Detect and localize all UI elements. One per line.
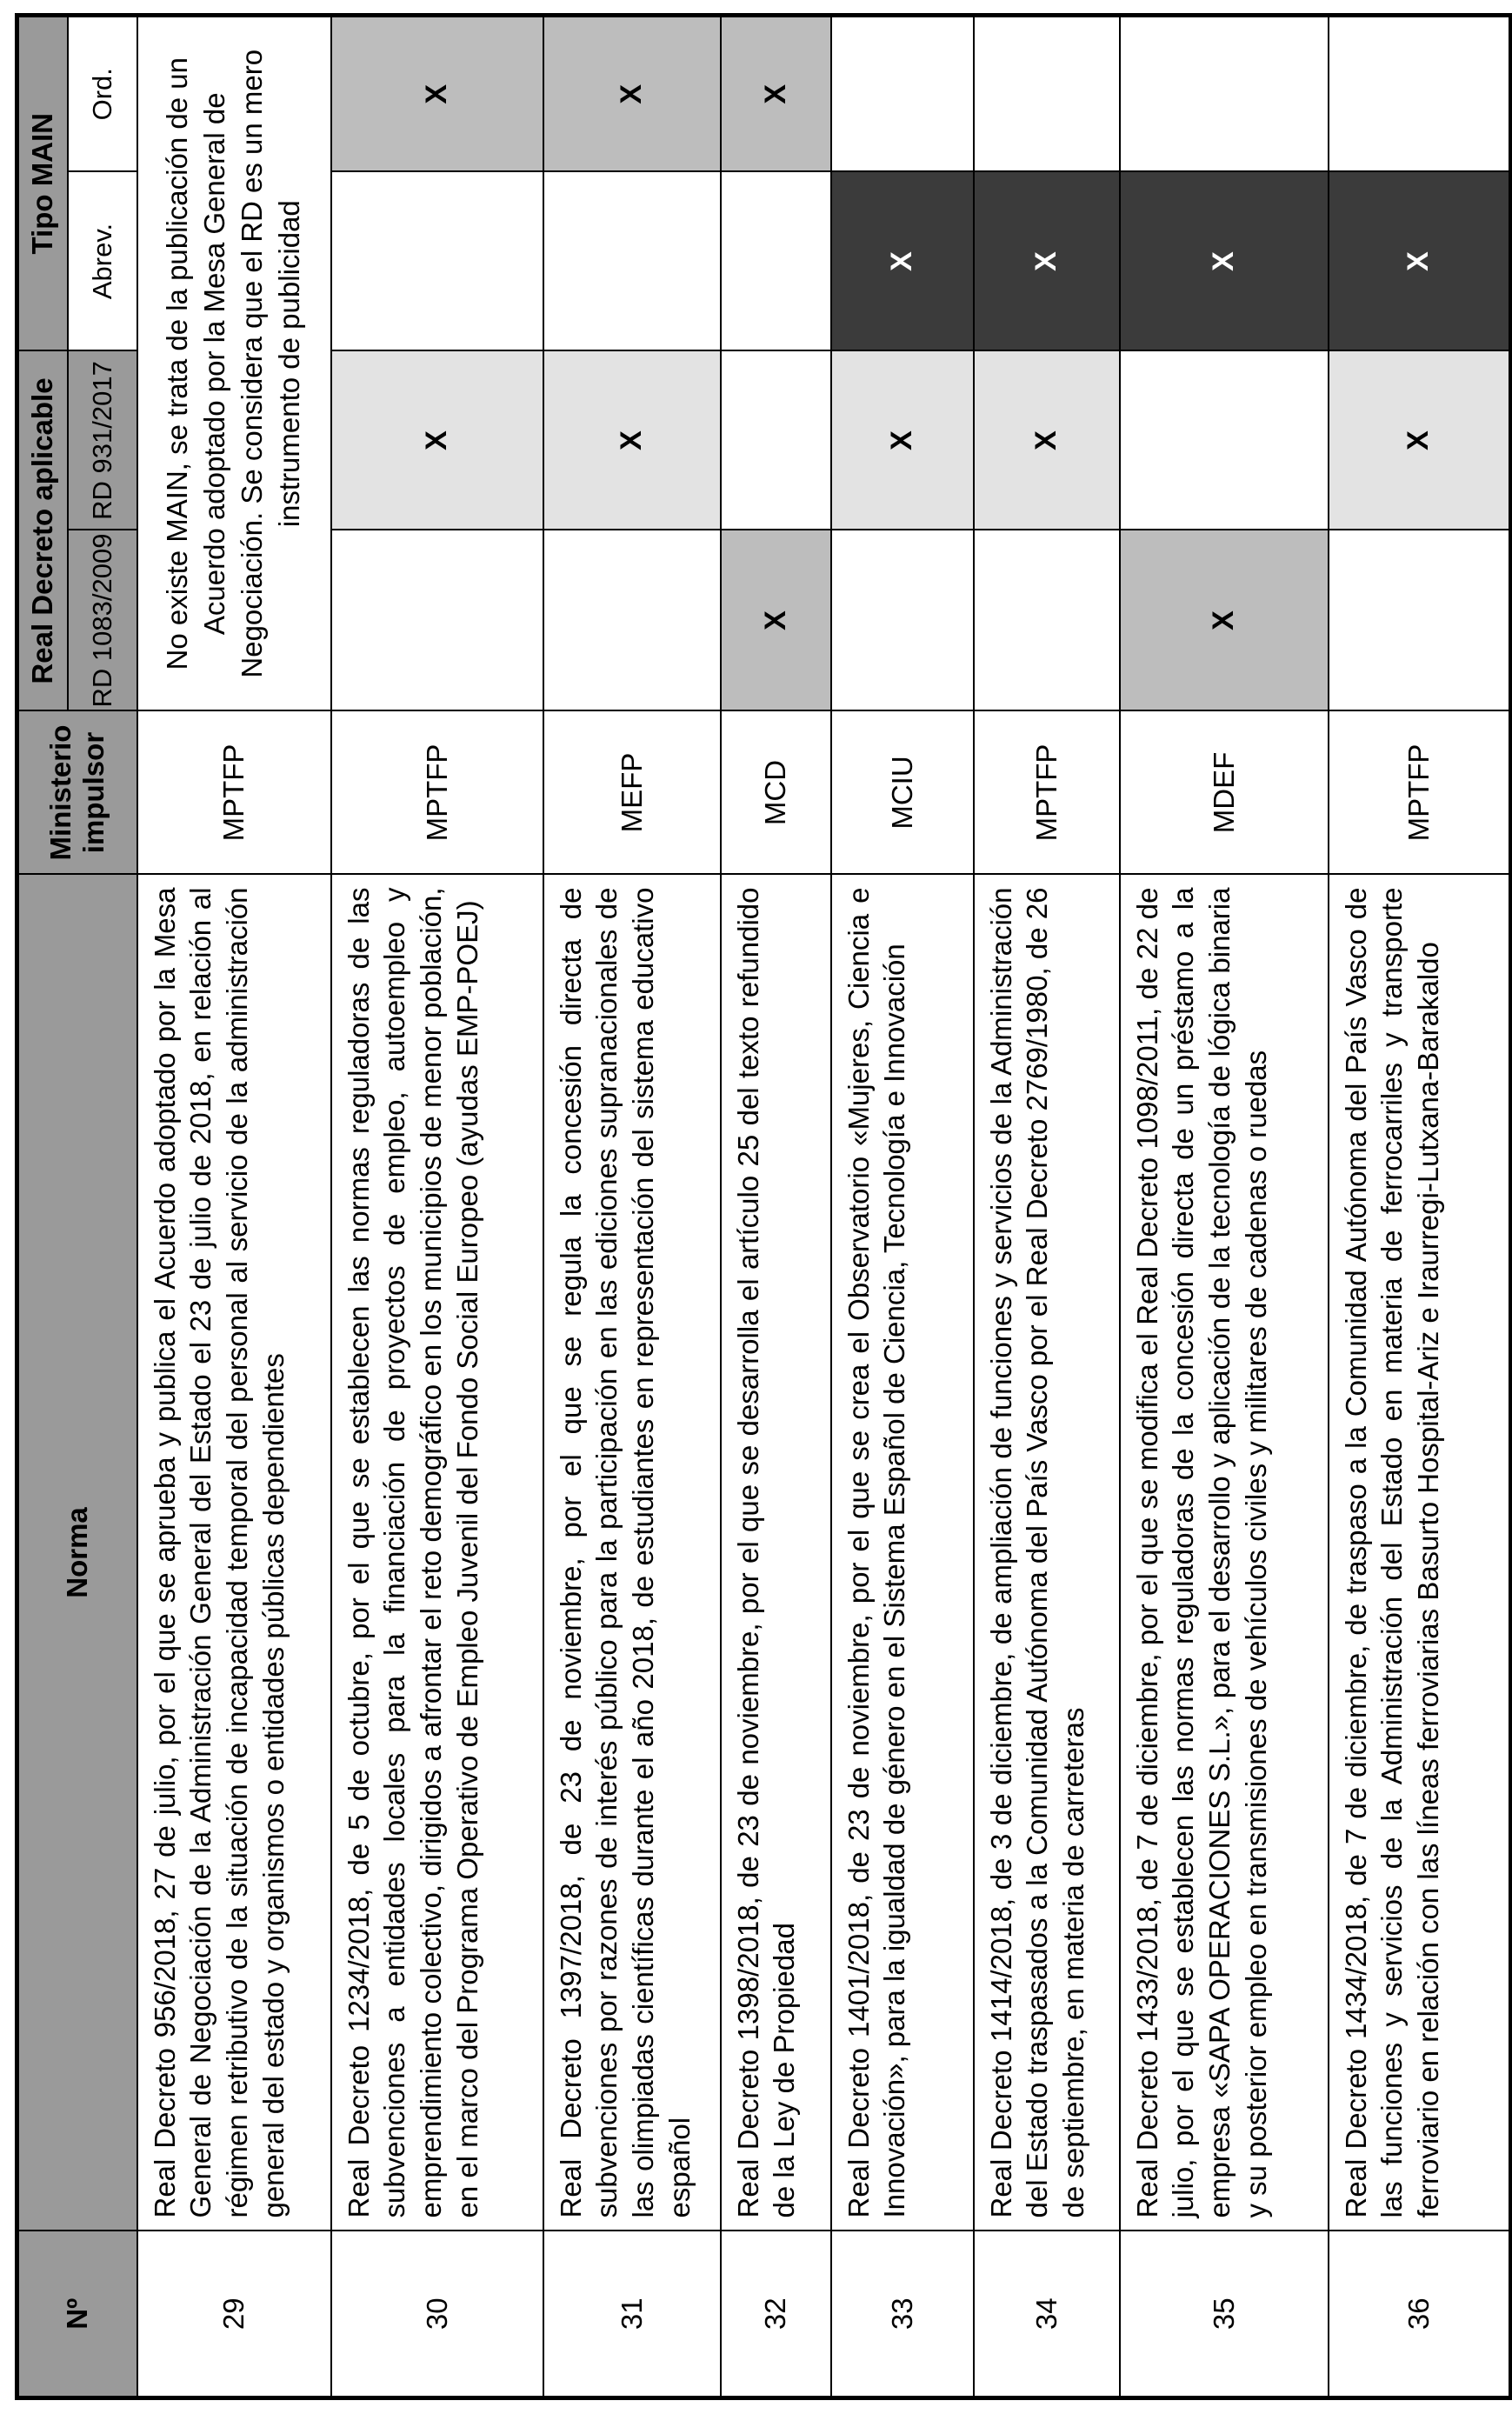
rd931-mark: X [974, 351, 1120, 530]
row-number: 36 [1329, 2231, 1511, 2398]
ord-mark: X [721, 15, 831, 171]
header-rd-931: RD 931/2017 [68, 351, 137, 530]
row-number: 31 [543, 2231, 721, 2398]
ministerio-cell: MPTFP [331, 711, 543, 875]
ord-cell [831, 15, 974, 171]
abrev-cell [331, 172, 543, 351]
header-no: Nº [17, 2231, 137, 2398]
norma-text: Real Decreto 1433/2018, de 7 de diciembre, por el que se modifica el Real Decreto 1098/2011, de 22 de julio, por el que se establecen las normas reguladoras de la concesión directa de un préstamo a la empresa «SAPA OPERACIONES S.L.», para el desarrollo y aplicación de la tecnología de lógica binaria y su posterior empleo en transmisiones de vehículos civiles y militares de cadenas o ruedas [1120, 875, 1329, 2231]
ord-mark: X [331, 15, 543, 171]
abrev-mark: X [831, 172, 974, 351]
ord-cell [1120, 15, 1329, 171]
rd1083-mark: X [721, 530, 831, 711]
norma-text: Real Decreto 1414/2018, de 3 de diciembre, de ampliación de funciones y servicios de la Administración del Estado traspasados a la Comunidad Autónoma del País Vasco por el Real Decreto 2769/1980, de 26 de septiembre, en materia de carreteras [974, 875, 1120, 2231]
norma-text: Real Decreto 1234/2018, de 5 de octubre, por el que se establecen las normas reguladoras de las subvenciones a entidades locales para la financiación de proyectos de empleo, autoempleo y emprendimiento colectivo, dirigidos a afrontar el reto demográfico en los municipios de menor población, en el marco del Programa Operativo de Empleo Juvenil del Fondo Social Europeo (ayudas EMP-POEJ) [331, 875, 543, 2231]
row-number: 35 [1120, 2231, 1329, 2398]
header-abrev: Abrev. [68, 172, 137, 351]
ministerio-cell: MCD [721, 711, 831, 875]
norma-text: Real Decreto 1397/2018, de 23 de noviembre, por el que se regula la concesión directa de subvenciones por razones de interés público para la participación en las ediciones supranacionales de las olimpiadas científicas durante el año 2018, de estudiantes en representación del sistema educativo español [543, 875, 721, 2231]
rd1083-cell [831, 530, 974, 711]
norma-text: Real Decreto 1401/2018, de 23 de noviembre, por el que se crea el Observatorio «Mujeres, Ciencia e Innovación», para la igualdad de género en el Sistema Español de Ciencia, Tecnología e Innovación [831, 875, 974, 2231]
ministerio-cell: MPTFP [974, 711, 1120, 875]
table-row [137, 15, 331, 2397]
row-number: 33 [831, 2231, 974, 2398]
rd931-mark: X [543, 351, 721, 530]
table-container [15, 17, 1454, 2400]
header-real-decreto: Real Decreto aplicable [17, 351, 68, 711]
ministerio-cell: MPTFP [137, 711, 331, 875]
table-row [1329, 15, 1511, 2397]
rd931-mark: X [831, 351, 974, 530]
table-row [831, 15, 974, 2397]
rd1083-cell [331, 530, 543, 711]
row-number: 30 [331, 2231, 543, 2398]
rd931-cell [721, 351, 831, 530]
norma-text: Real Decreto 956/2018, 27 de julio, por el que se aprueba y publica el Acuerdo adoptado por la Mesa General de Negociación de la Administración General del Estado el 23 de julio de 2018, en relación al régimen retributivo de la situación de incapacidad temporal del personal al servicio de la administración general del estado y organismos o entidades públicas dependientes [137, 875, 331, 2231]
rd1083-cell [543, 530, 721, 711]
no-main-note: No existe MAIN, se trata de la publicación de un Acuerdo adoptado por la Mesa General de Negociación. Se considera que el RD es un mero instrumento de publicidad [137, 15, 331, 710]
norms-table [15, 13, 1512, 2400]
row-number: 32 [721, 2231, 831, 2398]
abrev-cell [543, 172, 721, 351]
table-row [331, 15, 543, 2397]
abrev-mark: X [1329, 172, 1511, 351]
rd1083-cell [1329, 530, 1511, 711]
norma-text: Real Decreto 1434/2018, de 7 de diciembre, de traspaso a la Comunidad Autónoma del País Vasco de las funciones y servicios de la Administración del Estado en materia de ferrocarriles y transporte ferroviario en relación con las líneas ferroviarias Basurto Hospital-Ariz e Iraurregi-Lutxana-Barakaldo [1329, 875, 1511, 2231]
ministerio-cell: MDEF [1120, 711, 1329, 875]
rd931-mark: X [331, 351, 543, 530]
rd931-cell [1120, 351, 1329, 530]
table-row [721, 15, 831, 2397]
row-number: 29 [137, 2231, 331, 2398]
ord-mark: X [543, 15, 721, 171]
abrev-mark: X [974, 172, 1120, 351]
ord-cell [1329, 15, 1511, 171]
header-rd-1083: RD 1083/2009 [68, 530, 137, 711]
abrev-mark: X [1120, 172, 1329, 351]
header-ministerio: Ministerio impulsor [17, 711, 137, 875]
header-ord: Ord. [68, 15, 137, 171]
rd1083-mark: X [1120, 530, 1329, 711]
header-tipo-main: Tipo MAIN [17, 15, 68, 350]
norma-text: Real Decreto 1398/2018, de 23 de noviembre, por el que se desarrolla el artículo 25 del texto refundido de la Ley de Propiedad [721, 875, 831, 2231]
abrev-cell [721, 172, 831, 351]
table-row [543, 15, 721, 2397]
table-row [974, 15, 1120, 2397]
ministerio-cell: MEFP [543, 711, 721, 875]
header-norma: Norma [17, 875, 137, 2231]
rd931-mark: X [1329, 351, 1511, 530]
row-number: 34 [974, 2231, 1120, 2398]
ministerio-cell: MCIU [831, 711, 974, 875]
ministerio-cell: MPTFP [1329, 711, 1511, 875]
table-row [1120, 15, 1329, 2397]
ord-cell [974, 15, 1120, 171]
rd1083-cell [974, 530, 1120, 711]
